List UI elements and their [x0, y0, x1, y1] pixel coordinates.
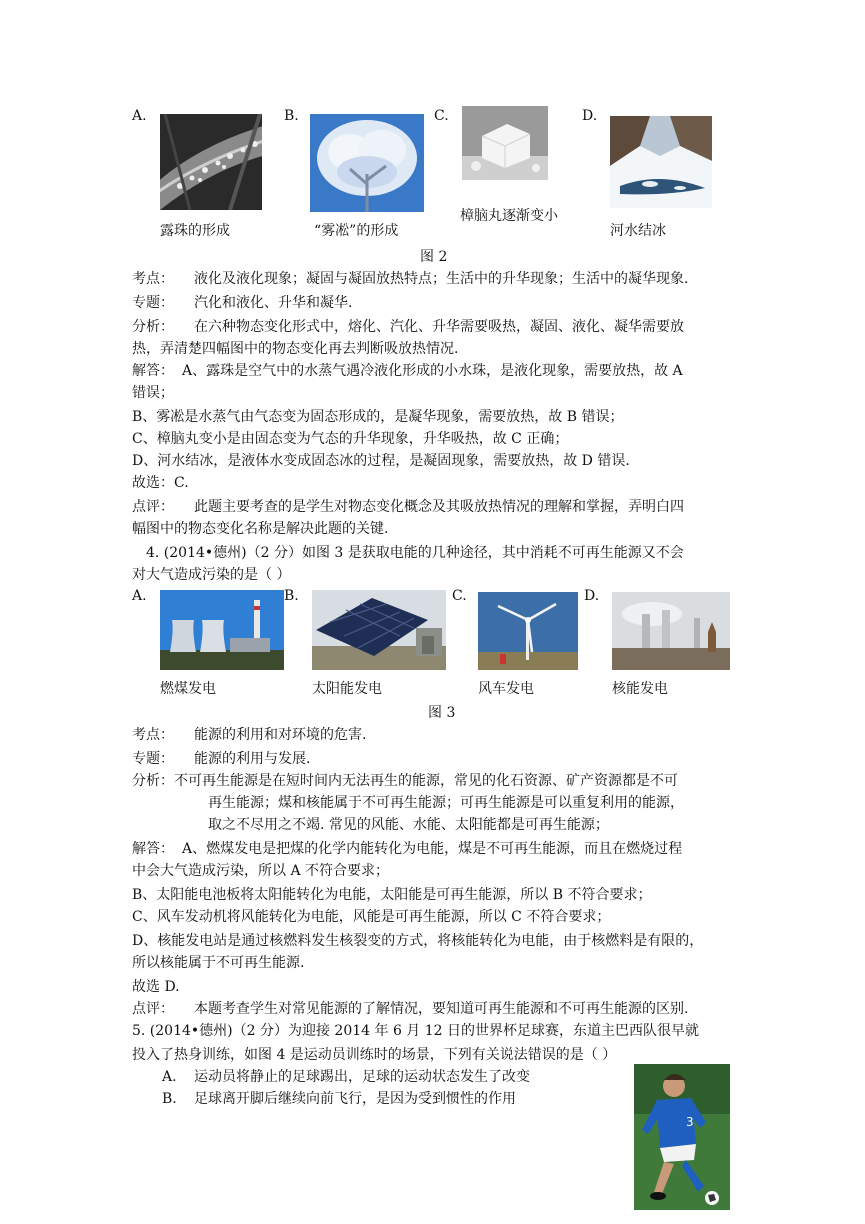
soccer-player-photo — [634, 1064, 730, 1210]
q3-zhuanti-text: 汽化和液化、升华和凝华. — [194, 295, 353, 311]
q3-dianping-row — [132, 496, 742, 518]
option-d-caption: 河水结冰 — [610, 223, 666, 239]
q3-dianping-line-2: 幅图中的物态变化名称是解决此题的关键. — [132, 521, 389, 537]
option-c-caption: 樟脑丸逐渐变小 — [460, 208, 558, 224]
q4-kaodian-text: 能源的利用和对环境的危害. — [194, 727, 367, 743]
q4-jieda-line-3: B、太阳能电池板将太阳能转化为电能，太阳能是可再生能源，所以 B 不符合要求； — [132, 887, 652, 903]
figure-3-label: 图 3 — [428, 705, 456, 721]
q4-option-d-caption: 核能发电 — [612, 681, 668, 697]
q4-option-c-letter: C. — [452, 588, 467, 604]
q4-fenxi-line-2: 再生能源；煤和核能属于不可再生能源；可再生能源是可以重复利用的能源， — [208, 795, 684, 811]
q4-option-b-caption: 太阳能发电 — [312, 681, 382, 697]
q5-stem-line-1: 5. (2014•德州)（2 分）为迎接 2014 年 6 月 12 日的世界杯足球赛，东道主巴西队很早就 — [132, 1023, 700, 1039]
q3-fenxi-row — [132, 316, 742, 338]
q4-jieda-line-4: C、风车发动机将风能转化为电能，风能是可再生能源，所以 C 不符合要求； — [132, 909, 611, 925]
q4-jieda-line-2: 中会大气造成污染，所以 A 不符合要求； — [132, 863, 390, 879]
q3-fenxi-line-2: 热，弄清楚四幅图中的物态变化再去判断吸放热情况. — [132, 341, 459, 357]
q3-kaodian-text: 液化及液化现象；凝固与凝固放热特点；生活中的升华现象；生活中的凝华现象. — [194, 271, 689, 287]
nuclear-plant-photo — [612, 592, 730, 670]
q4-option-a-caption: 燃煤发电 — [160, 681, 216, 697]
q5-option-a-text: 运动员将静止的足球踢出，足球的运动状态发生了改变 — [194, 1069, 530, 1085]
q3-jieda-label: 解答： — [132, 363, 174, 379]
coal-power-plant-photo — [160, 590, 284, 670]
figure-2-label: 图 2 — [420, 249, 448, 265]
q4-jieda-line-5: D、核能发电站是通过核燃料发生核裂变的方式，将核能转化为电能，由于核燃料是有限的， — [132, 933, 704, 949]
q3-fenxi-label: 分析： — [132, 319, 174, 335]
jersey-number: 3 — [686, 1115, 694, 1129]
q3-fenxi-line-1: 在六种物态变化形式中，熔化、汽化、升华需要吸热，凝固、液化、凝华需要放 — [194, 319, 684, 335]
camphor-ball-photo — [462, 106, 548, 180]
option-b-caption: “雾凇”的形成 — [314, 223, 399, 239]
q5-stem-line-2: 投入了热身训练，如图 4 是运动员训练时的场景，下列有关说法错误的是（ ） — [132, 1047, 617, 1063]
q4-zhuanti-text: 能源的利用与发展. — [194, 751, 311, 767]
q4-fenxi-line-1: 分析：不可再生能源是在短时间内无法再生的能源，常见的化石资源、矿产资源都是不可 — [132, 773, 678, 789]
q3-jieda-line-1: A、露珠是空气中的水蒸气遇冷液化形成的小水珠，是液化现象，需要放热，故 A — [182, 363, 683, 379]
option-c-letter: C. — [434, 108, 449, 124]
frozen-river-photo — [610, 116, 712, 208]
q4-option-c-caption: 风车发电 — [478, 681, 534, 697]
q4-answer: 故选 D. — [132, 979, 180, 995]
q4-kaodian-label: 考点： — [132, 727, 174, 743]
q4-option-a-letter: A. — [132, 588, 147, 604]
option-d-letter: D. — [582, 108, 598, 124]
q3-jieda-line-2: 错误； — [132, 385, 174, 401]
q3-jieda-line-5: D、河水结冰，是液体水变成固态冰的过程，是凝固现象，需要放热，故 D 错误. — [132, 453, 630, 469]
q4-dianping-label: 点评： — [132, 1001, 174, 1017]
q5-option-b-letter: B. — [162, 1091, 177, 1107]
q5-option-b-text: 足球离开脚后继续向前飞行，是因为受到惯性的作用 — [194, 1091, 516, 1107]
q4-jieda-row — [132, 838, 742, 860]
option-a-letter: A. — [132, 108, 147, 124]
q3-zhuanti-label: 专题： — [132, 295, 174, 311]
q3-jieda-row — [132, 360, 742, 382]
q3-zhuanti-row — [132, 292, 742, 314]
q3-kaodian-row — [132, 268, 742, 290]
rime-tree-photo — [310, 114, 424, 212]
q4-jieda-label: 解答： — [132, 841, 174, 857]
option-b-letter: B. — [284, 108, 299, 124]
q4-jieda-line-1: A、燃煤发电是把煤的化学内能转化为电能，煤是不可再生能源，而且在燃烧过程 — [182, 841, 683, 857]
q5-option-a-letter: A. — [162, 1069, 177, 1085]
dewdrop-photo — [160, 114, 262, 210]
q4-dianping-text: 本题考查学生对常见能源的了解情况，要知道可再生能源和不可再生能源的区别. — [194, 1001, 689, 1017]
q3-answer: 故选：C. — [132, 475, 189, 491]
q3-jieda-line-3: B、雾凇是水蒸气由气态变为固态形成的，是凝华现象，需要放热，故 B 错误； — [132, 409, 624, 425]
q4-fenxi-line-3: 取之不尽用之不竭. 常见的风能、水能、太阳能都是可再生能源； — [208, 817, 609, 833]
q3-jieda-line-4: C、樟脑丸变小是由固态变为气态的升华现象，升华吸热，故 C 正确； — [132, 431, 569, 447]
q3-dianping-label: 点评： — [132, 499, 174, 515]
q4-zhuanti-label: 专题： — [132, 751, 174, 767]
q4-zhuanti-row — [132, 748, 742, 770]
q4-option-b-letter: B. — [284, 588, 299, 604]
q4-dianping-row — [132, 998, 742, 1020]
q4-stem-line-2: 对大气造成污染的是（ ） — [132, 567, 291, 583]
q4-jieda-line-6: 所以核能属于不可再生能源. — [132, 955, 305, 971]
wind-turbine-photo — [478, 592, 578, 670]
solar-panel-photo — [312, 590, 446, 670]
q3-kaodian-label: 考点： — [132, 271, 174, 287]
q4-kaodian-row — [132, 724, 742, 746]
q3-dianping-line-1: 此题主要考查的是学生对物态变化概念及其吸放热情况的理解和掌握，弄明白四 — [194, 499, 684, 515]
option-a-caption: 露珠的形成 — [160, 223, 230, 239]
q4-option-d-letter: D. — [584, 588, 600, 604]
q4-stem-line-1: 4. (2014•德州)（2 分）如图 3 是获取电能的几种途径，其中消耗不可再生能源又不会 — [146, 545, 684, 561]
